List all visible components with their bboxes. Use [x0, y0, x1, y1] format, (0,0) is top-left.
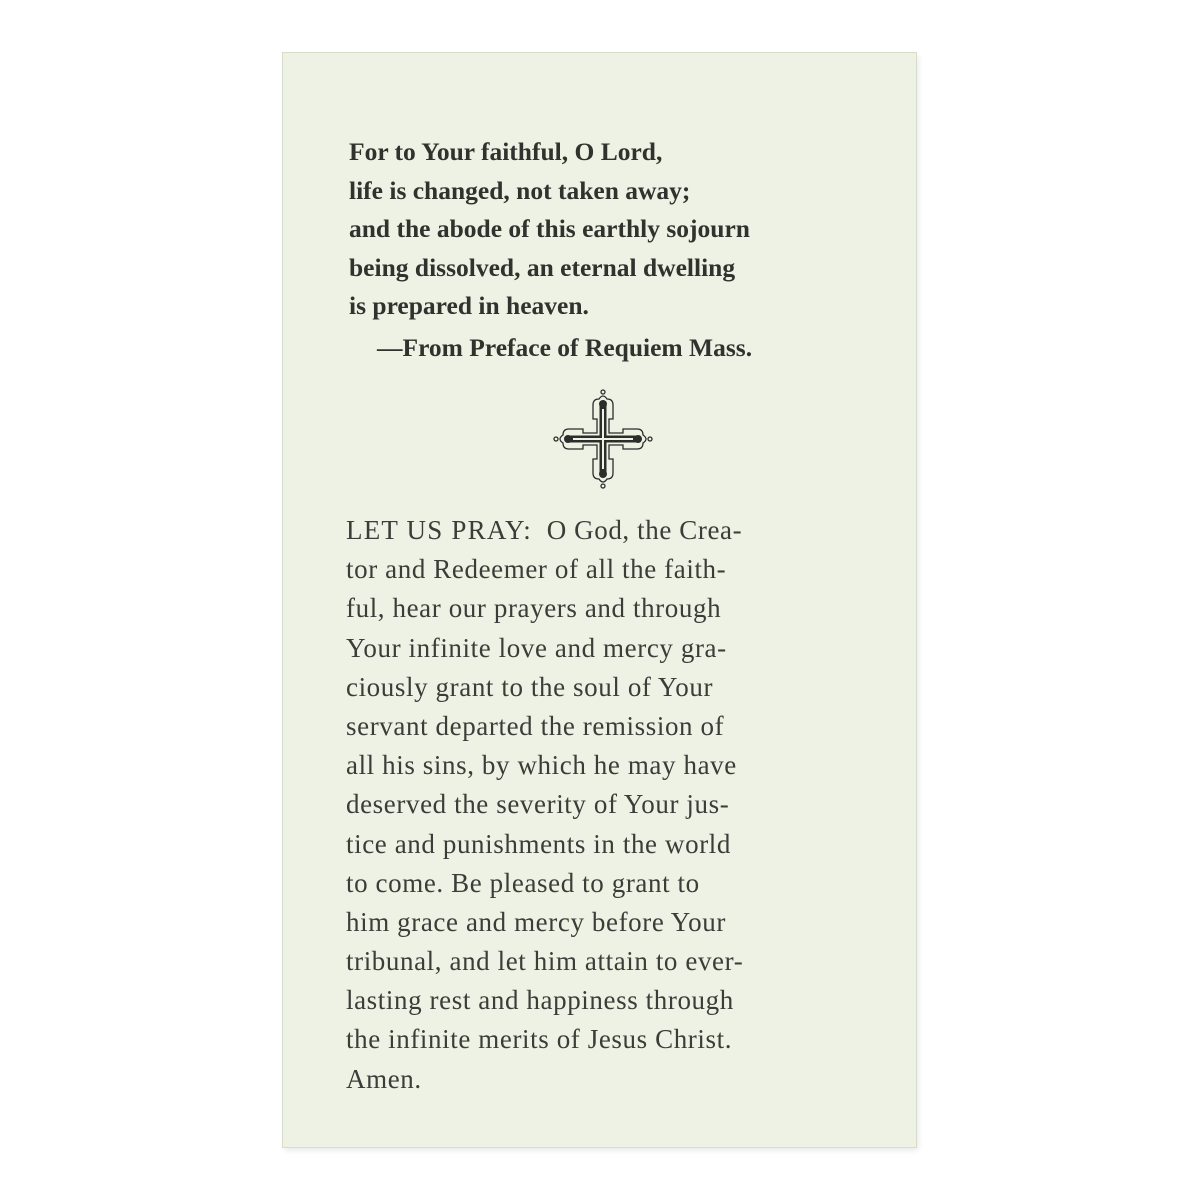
prayer-line: ciously grant to the soul of Your — [346, 671, 714, 702]
prayer-line: to come. Be pleased to grant to — [346, 867, 700, 898]
prayer-line: ful, hear our prayers and through — [346, 593, 722, 624]
verse-block — [349, 133, 869, 368]
prayer-line: all his sins, by which he may have — [346, 750, 737, 781]
verse-line: life is changed, not taken away; — [349, 175, 691, 205]
prayer-card — [283, 53, 916, 1147]
prayer-block — [346, 511, 876, 1099]
verse-attribution: —From Preface of Requiem Mass. — [377, 332, 753, 362]
prayer-line: tice and punishments in the world — [346, 828, 731, 859]
prayer-line: Amen. — [346, 1063, 422, 1094]
verse-line: and the abode of this earthly sojourn — [349, 214, 750, 244]
verse-line: being dissolved, an eternal dwelling — [349, 252, 736, 282]
verse-line: is prepared in heaven. — [349, 291, 589, 321]
prayer-line: deserved the severity of Your jus- — [346, 789, 730, 820]
verse-line: For to Your faithful, O Lord, — [349, 137, 663, 166]
prayer-line: tribunal, and let him attain to ever- — [346, 946, 744, 977]
prayer-line: him grace and mercy before Your — [346, 906, 726, 937]
ornate-cross-icon — [553, 389, 653, 489]
prayer-line: Your infinite love and mercy gra- — [346, 632, 727, 663]
prayer-line: the infinite merits of Jesus Christ. — [346, 1024, 733, 1055]
prayer-line: servant departed the remission of — [346, 710, 725, 741]
prayer-line: lasting rest and happiness through — [346, 985, 734, 1016]
prayer-line-text: O God, the Crea- — [546, 515, 743, 545]
prayer-lead: LET US PRAY: — [346, 515, 532, 545]
prayer-first-line — [346, 511, 876, 550]
prayer-line: tor and Redeemer of all the faith- — [346, 554, 727, 585]
